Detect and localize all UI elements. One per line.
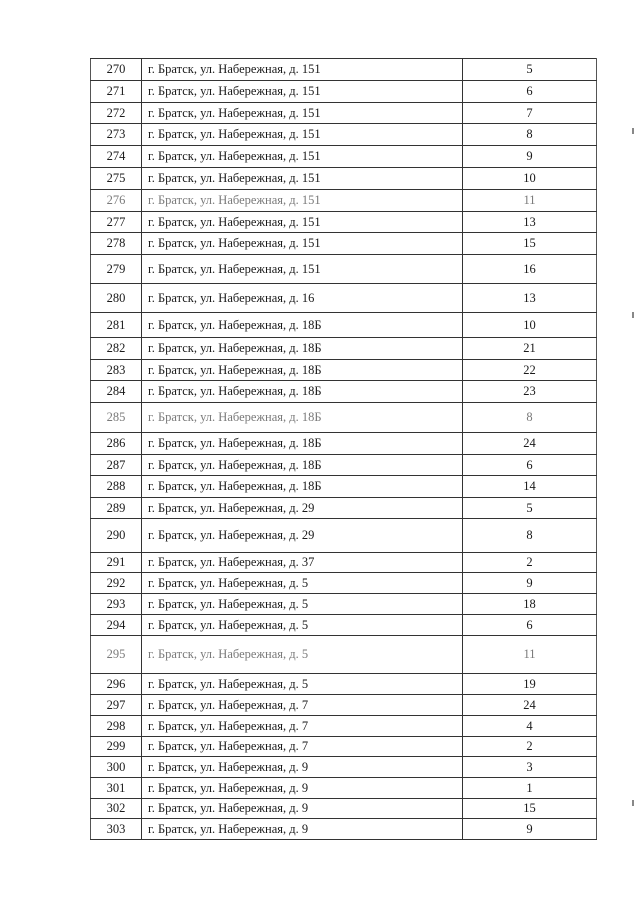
table-row (91, 284, 597, 313)
table-row (91, 212, 597, 233)
row-address: г. Братск, ул. Набережная, д. 5 (142, 615, 463, 636)
row-quantity: 11 (463, 190, 597, 212)
row-address: г. Братск, ул. Набережная, д. 151 (142, 255, 463, 284)
table-row (91, 573, 597, 594)
table-row (91, 519, 597, 553)
table-row (91, 615, 597, 636)
table-row (91, 778, 597, 799)
row-number: 275 (91, 168, 142, 190)
row-quantity: 24 (463, 433, 597, 455)
row-number: 286 (91, 433, 142, 455)
row-quantity: 14 (463, 476, 597, 498)
row-quantity: 1 (463, 778, 597, 799)
row-number: 272 (91, 103, 142, 124)
row-address: г. Братск, ул. Набережная, д. 9 (142, 819, 463, 840)
row-number: 288 (91, 476, 142, 498)
scan-speck (632, 800, 634, 806)
row-quantity: 6 (463, 455, 597, 476)
row-address: г. Братск, ул. Набережная, д. 18Б (142, 455, 463, 476)
table-row (91, 103, 597, 124)
row-number: 279 (91, 255, 142, 284)
table-row (91, 381, 597, 403)
row-address: г. Братск, ул. Набережная, д. 151 (142, 124, 463, 146)
row-quantity: 23 (463, 381, 597, 403)
row-address: г. Братск, ул. Набережная, д. 18Б (142, 338, 463, 360)
row-address: г. Братск, ул. Набережная, д. 151 (142, 81, 463, 103)
row-address: г. Братск, ул. Набережная, д. 151 (142, 146, 463, 168)
row-number: 277 (91, 212, 142, 233)
table-row (91, 455, 597, 476)
table-row (91, 146, 597, 168)
row-number: 298 (91, 716, 142, 737)
row-address: г. Братск, ул. Набережная, д. 18Б (142, 313, 463, 338)
row-address: г. Братск, ул. Набережная, д. 5 (142, 636, 463, 674)
row-quantity: 10 (463, 313, 597, 338)
table-row (91, 674, 597, 695)
row-address: г. Братск, ул. Набережная, д. 37 (142, 553, 463, 573)
row-address: г. Братск, ул. Набережная, д. 5 (142, 674, 463, 695)
row-quantity: 11 (463, 636, 597, 674)
row-address: г. Братск, ул. Набережная, д. 5 (142, 594, 463, 615)
table-row (91, 403, 597, 433)
table-row (91, 124, 597, 146)
row-number: 273 (91, 124, 142, 146)
row-address: г. Братск, ул. Набережная, д. 5 (142, 573, 463, 594)
row-address: г. Братск, ул. Набережная, д. 151 (142, 233, 463, 255)
row-number: 293 (91, 594, 142, 615)
row-address: г. Братск, ул. Набережная, д. 29 (142, 498, 463, 519)
row-quantity: 9 (463, 573, 597, 594)
row-number: 299 (91, 737, 142, 757)
table-row (91, 819, 597, 840)
row-quantity: 22 (463, 360, 597, 381)
row-number: 295 (91, 636, 142, 674)
table-row (91, 636, 597, 674)
row-address: г. Братск, ул. Набережная, д. 151 (142, 190, 463, 212)
row-quantity: 10 (463, 168, 597, 190)
row-quantity: 2 (463, 553, 597, 573)
row-number: 271 (91, 81, 142, 103)
row-quantity: 7 (463, 103, 597, 124)
table-row (91, 168, 597, 190)
row-quantity: 24 (463, 695, 597, 716)
row-address: г. Братск, ул. Набережная, д. 151 (142, 168, 463, 190)
row-number: 285 (91, 403, 142, 433)
row-address: г. Братск, ул. Набережная, д. 7 (142, 716, 463, 737)
row-address: г. Братск, ул. Набережная, д. 18Б (142, 433, 463, 455)
row-number: 274 (91, 146, 142, 168)
table-row (91, 190, 597, 212)
row-number: 294 (91, 615, 142, 636)
row-address: г. Братск, ул. Набережная, д. 9 (142, 778, 463, 799)
row-quantity: 19 (463, 674, 597, 695)
row-number: 302 (91, 799, 142, 819)
table-row (91, 716, 597, 737)
row-quantity: 8 (463, 124, 597, 146)
table-row (91, 59, 597, 81)
table-row (91, 553, 597, 573)
table-row (91, 255, 597, 284)
row-quantity: 15 (463, 233, 597, 255)
row-number: 291 (91, 553, 142, 573)
table-row (91, 695, 597, 716)
row-number: 283 (91, 360, 142, 381)
row-address: г. Братск, ул. Набережная, д. 151 (142, 103, 463, 124)
row-number: 282 (91, 338, 142, 360)
row-number: 284 (91, 381, 142, 403)
row-address: г. Братск, ул. Набережная, д. 18Б (142, 403, 463, 433)
row-address: г. Братск, ул. Набережная, д. 18Б (142, 381, 463, 403)
row-quantity: 8 (463, 519, 597, 553)
table-row (91, 476, 597, 498)
row-number: 292 (91, 573, 142, 594)
table-row (91, 498, 597, 519)
row-quantity: 15 (463, 799, 597, 819)
row-quantity: 9 (463, 146, 597, 168)
row-number: 297 (91, 695, 142, 716)
row-address: г. Братск, ул. Набережная, д. 29 (142, 519, 463, 553)
table-row (91, 81, 597, 103)
row-quantity: 9 (463, 819, 597, 840)
address-registry-table (90, 58, 597, 840)
row-address: г. Братск, ул. Набережная, д. 7 (142, 737, 463, 757)
table-row (91, 313, 597, 338)
row-address: г. Братск, ул. Набережная, д. 18Б (142, 476, 463, 498)
row-address: г. Братск, ул. Набережная, д. 151 (142, 212, 463, 233)
row-number: 300 (91, 757, 142, 778)
row-number: 290 (91, 519, 142, 553)
row-number: 270 (91, 59, 142, 81)
table-row (91, 594, 597, 615)
row-address: г. Братск, ул. Набережная, д. 7 (142, 695, 463, 716)
row-quantity: 6 (463, 81, 597, 103)
row-address: г. Братск, ул. Набережная, д. 16 (142, 284, 463, 313)
row-number: 280 (91, 284, 142, 313)
row-number: 303 (91, 819, 142, 840)
scan-speck (632, 312, 634, 318)
row-number: 276 (91, 190, 142, 212)
table-row (91, 233, 597, 255)
row-number: 296 (91, 674, 142, 695)
table-row (91, 360, 597, 381)
row-address: г. Братск, ул. Набережная, д. 151 (142, 59, 463, 81)
table-row (91, 433, 597, 455)
scan-speck (632, 128, 634, 134)
table-row (91, 338, 597, 360)
row-quantity: 16 (463, 255, 597, 284)
row-quantity: 13 (463, 284, 597, 313)
row-quantity: 2 (463, 737, 597, 757)
row-quantity: 18 (463, 594, 597, 615)
row-number: 287 (91, 455, 142, 476)
row-number: 301 (91, 778, 142, 799)
registry-table-body (91, 59, 597, 840)
row-quantity: 3 (463, 757, 597, 778)
table-row (91, 757, 597, 778)
row-address: г. Братск, ул. Набережная, д. 9 (142, 799, 463, 819)
row-quantity: 4 (463, 716, 597, 737)
row-quantity: 5 (463, 59, 597, 81)
row-quantity: 21 (463, 338, 597, 360)
table-row (91, 737, 597, 757)
row-quantity: 5 (463, 498, 597, 519)
row-quantity: 8 (463, 403, 597, 433)
row-number: 281 (91, 313, 142, 338)
row-number: 278 (91, 233, 142, 255)
row-number: 289 (91, 498, 142, 519)
row-address: г. Братск, ул. Набережная, д. 9 (142, 757, 463, 778)
table-row (91, 799, 597, 819)
row-quantity: 6 (463, 615, 597, 636)
row-address: г. Братск, ул. Набережная, д. 18Б (142, 360, 463, 381)
row-quantity: 13 (463, 212, 597, 233)
